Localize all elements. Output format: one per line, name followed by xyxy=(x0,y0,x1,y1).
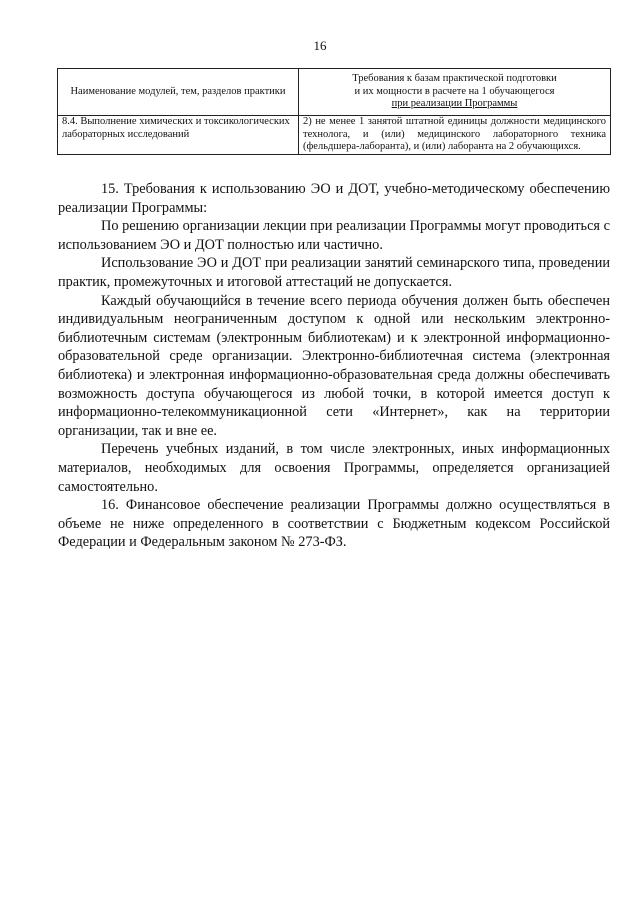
table-row xyxy=(58,116,611,155)
page-number: 16 xyxy=(313,38,327,53)
paragraph-library-access: Каждый обучающийся в течение всего периода обучения должен быть обеспечен индивидуальным неограниченным доступом к одной или нескольким электронно-библиотечным системам (электронным библиотекам) и к электронной информационно-образовательной среде организации. Электронно-библиотечная система (электронная библиотека) и электронная информационно-образовательная среда должны обеспечивать возможность доступа обучающегося из любой точки, в которой имеется доступ к информационно-телекоммуникационной сети «Интернет», как на территории организации, так и вне ее. xyxy=(58,292,610,439)
table-cell-module: 8.4. Выполнение химических и токсикологических лабораторных исследований xyxy=(58,116,299,155)
header-requirements-line-3: при реализации Программы xyxy=(391,98,518,110)
header-requirements-line-1: Требования к базам практической подготовки xyxy=(352,73,557,85)
table-header-requirements xyxy=(299,69,611,116)
table-header-row xyxy=(58,69,611,116)
paragraph-section-15: 15. Требования к использованию ЭО и ДОТ, учебно-методическому обеспечению реализации Программы: xyxy=(58,181,610,216)
paragraph-section-16: 16. Финансовое обеспечение реализации Программы должно осуществляться в объеме не ниже определенного в соответствии с Бюджетным кодексом Российской Федерации и Федеральным законом № 273-ФЗ. xyxy=(58,497,610,551)
paragraph-publications-list: Перечень учебных изданий, в том числе электронных, иных информационных материалов, необходимых для освоения Программы, определяется организацией самостоятельно. xyxy=(58,441,610,495)
table-header-modules: Наименование модулей, тем, разделов практики xyxy=(58,69,299,116)
paragraph-lectures: По решению организации лекции при реализации Программы могут проводиться с использованием ЭО и ДОТ полностью или частично. xyxy=(58,218,610,253)
paragraph-seminars: Использование ЭО и ДОТ при реализации занятий семинарского типа, проведении практик, промежуточных и итоговой аттестаций не допускается. xyxy=(58,255,610,290)
document-body xyxy=(58,180,610,552)
requirements-table xyxy=(57,68,611,155)
table-cell-requirement: 2) не менее 1 занятой штатной единицы должности медицинского технолога, и (или) медицинского лабораторного техника (фельдшера-лаборанта), и (или) лаборанта на 2 обучающихся. xyxy=(299,116,611,155)
header-requirements-line-2: и их мощности в расчете на 1 обучающегося xyxy=(354,85,555,97)
